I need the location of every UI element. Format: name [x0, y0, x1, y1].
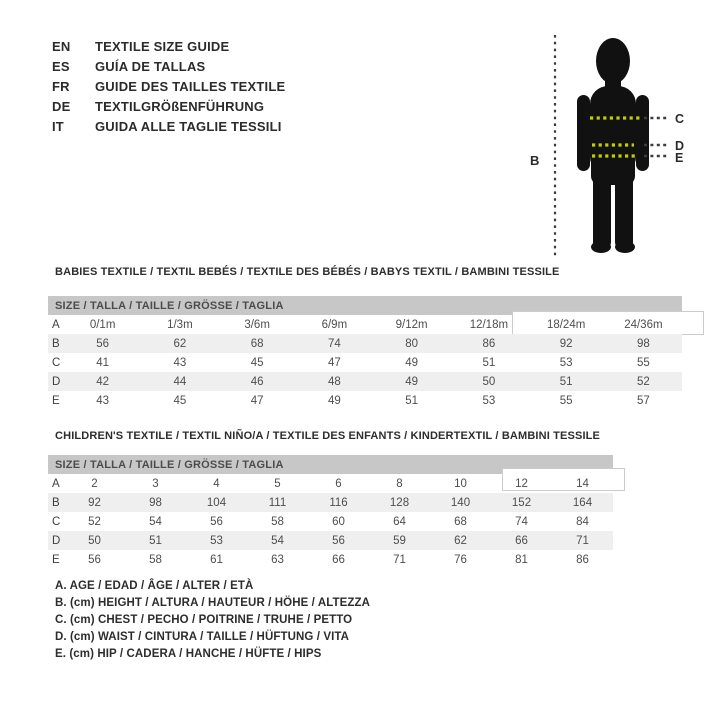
hip-label: E: [675, 151, 684, 165]
table-cell: 52: [88, 515, 101, 528]
table-cell: 10: [454, 477, 467, 490]
legend-line: A. AGE / EDAD / ÂGE / ALTER / ETÀ: [55, 580, 254, 592]
table-cell: 5: [274, 477, 281, 490]
language-code: ES: [52, 59, 70, 74]
table-cell: 164: [572, 496, 593, 509]
language-list: [52, 37, 285, 137]
language-title: GUÍA DE TALLAS: [95, 59, 206, 74]
table-cell: 61: [210, 553, 223, 566]
table-cell: 42: [96, 375, 110, 388]
table-cell: 53: [559, 356, 573, 369]
table-cell: 128: [389, 496, 410, 509]
table-cell: 76: [454, 553, 467, 566]
row-label: B: [52, 496, 60, 509]
children-section-title: CHILDREN'S TEXTILE / TEXTIL NIÑO/A / TEXTILE DES ENFANTS / KINDERTEXTIL / BAMBINI TESSILE: [55, 430, 601, 442]
table-cell: 48: [327, 375, 341, 388]
language-title: GUIDA ALLE TAGLIE TESSILI: [95, 119, 282, 134]
row-label: E: [52, 394, 60, 407]
table-cell: 152: [511, 496, 532, 509]
language-row: [52, 57, 285, 77]
table-row: [48, 372, 682, 391]
table-cell: 55: [559, 394, 573, 407]
table-cell: 47: [327, 356, 341, 369]
table-cell: 98: [149, 496, 162, 509]
table-cell: 43: [173, 356, 187, 369]
table-cell: 86: [576, 553, 589, 566]
table-cell: 43: [96, 394, 110, 407]
table-cell: 68: [250, 337, 264, 350]
table-cell: 45: [173, 394, 187, 407]
row-label: C: [52, 356, 61, 369]
legend-line: D. (cm) WAIST / CINTURA / TAILLE / HÜFTUNG / VITA: [55, 631, 350, 643]
language-row: [52, 97, 285, 117]
table-cell: 71: [576, 534, 589, 547]
table-cell: 6/9m: [321, 318, 348, 331]
table-cell: 44: [173, 375, 187, 388]
table-cell: 45: [250, 356, 264, 369]
legend-line: C. (cm) CHEST / PECHO / POITRINE / TRUHE / PETTO: [55, 614, 353, 626]
table-cell: 3: [152, 477, 159, 490]
row-label: A: [52, 477, 60, 490]
language-code: IT: [52, 119, 64, 134]
table-cell: 57: [636, 394, 650, 407]
table-cell: 66: [332, 553, 345, 566]
table-cell: 59: [393, 534, 406, 547]
table-header-label: SIZE / TALLA / TAILLE / GRÖSSE / TAGLIA: [55, 458, 284, 471]
table-cell: 18/24m: [546, 318, 586, 331]
table-cell: 55: [636, 356, 650, 369]
table-cell: 12/18m: [469, 318, 509, 331]
language-code: FR: [52, 79, 70, 94]
table-cell: 84: [576, 515, 589, 528]
table-cell: 4: [213, 477, 220, 490]
table-cell: 47: [250, 394, 264, 407]
row-label: D: [52, 375, 61, 388]
table-cell: 51: [405, 394, 419, 407]
table-cell: 74: [515, 515, 528, 528]
table-cell: 3/6m: [244, 318, 270, 331]
table-cell: 49: [327, 394, 341, 407]
table-cell: 68: [454, 515, 467, 528]
table-cell: 58: [149, 553, 162, 566]
table-cell: 92: [88, 496, 101, 509]
table-cell: 41: [96, 356, 110, 369]
table-row: [48, 474, 613, 493]
table-cell: 51: [559, 375, 573, 388]
table-cell: 80: [405, 337, 419, 350]
table-row: [48, 334, 682, 353]
table-cell: 24/36m: [624, 318, 663, 331]
babies-section-title: BABIES TEXTILE / TEXTIL BEBÉS / TEXTILE DES BÉBÉS / BABYS TEXTIL / BAMBINI TESSILE: [55, 266, 560, 278]
table-row: [48, 550, 613, 569]
table-row: [48, 531, 613, 550]
table-cell: 58: [271, 515, 284, 528]
table-cell: 98: [636, 337, 650, 350]
table-row: [48, 353, 682, 372]
row-label: E: [52, 553, 60, 566]
table-cell: 51: [149, 534, 162, 547]
table-row: [48, 315, 682, 334]
table-cell: 56: [210, 515, 223, 528]
table-cell: 62: [173, 337, 187, 350]
row-label: A: [52, 318, 60, 331]
table-cell: 12: [515, 477, 528, 490]
table-cell: 56: [332, 534, 345, 547]
chest-label: C: [675, 112, 685, 126]
table-cell: 6: [335, 477, 342, 490]
table-cell: 53: [210, 534, 223, 547]
table-cell: 104: [206, 496, 227, 509]
language-title: TEXTILE SIZE GUIDE: [95, 39, 230, 54]
row-label: B: [52, 337, 60, 350]
language-row: [52, 37, 285, 57]
table-cell: 74: [327, 337, 341, 350]
table-cell: 86: [482, 337, 496, 350]
table-cell: 64: [393, 515, 406, 528]
table-cell: 81: [515, 553, 528, 566]
table-cell: 92: [559, 337, 573, 350]
table-cell: 0/1m: [89, 318, 116, 331]
table-cell: 140: [450, 496, 471, 509]
language-code: EN: [52, 39, 71, 54]
waist-label: D: [675, 139, 685, 153]
table-cell: 50: [88, 534, 101, 547]
measurement-legend: [55, 578, 370, 663]
table-cell: 49: [405, 356, 419, 369]
table-cell: 53: [482, 394, 496, 407]
table-cell: 2: [91, 477, 98, 490]
table-cell: 52: [636, 375, 650, 388]
table-cell: 56: [88, 553, 101, 566]
table-cell: 63: [271, 553, 284, 566]
row-label: C: [52, 515, 61, 528]
table-row: [48, 391, 682, 410]
table-cell: 14: [576, 477, 589, 490]
table-cell: 50: [482, 375, 496, 388]
table-cell: 54: [149, 515, 162, 528]
table-cell: 46: [250, 375, 264, 388]
table-row: [48, 493, 613, 512]
language-row: [52, 117, 285, 137]
child-silhouette-figure: [520, 25, 705, 270]
language-row: [52, 77, 285, 97]
row-label: D: [52, 534, 61, 547]
table-cell: 9/12m: [395, 318, 428, 331]
table-cell: 56: [96, 337, 110, 350]
table-cell: 1/3m: [167, 318, 193, 331]
table-cell: 49: [405, 375, 419, 388]
legend-line: B. (cm) HEIGHT / ALTURA / HAUTEUR / HÖHE / ALTEZZA: [55, 597, 371, 609]
table-cell: 60: [332, 515, 345, 528]
table-cell: 116: [329, 496, 348, 509]
height-label: B: [530, 153, 540, 168]
table-cell: 54: [271, 534, 284, 547]
table-cell: 51: [482, 356, 496, 369]
table-cell: 8: [396, 477, 403, 490]
language-title: GUIDE DES TAILLES TEXTILE: [95, 79, 286, 94]
legend-line: E. (cm) HIP / CADERA / HANCHE / HÜFTE / HIPS: [55, 648, 322, 660]
table-row: [48, 512, 613, 531]
table-cell: 62: [454, 534, 467, 547]
table-cell: 71: [393, 553, 406, 566]
table-cell: 66: [515, 534, 528, 547]
table-cell: 111: [268, 496, 287, 509]
table-header-label: SIZE / TALLA / TAILLE / GRÖSSE / TAGLIA: [55, 299, 284, 312]
language-title: TEXTILGRÖßENFÜHRUNG: [95, 99, 265, 114]
language-code: DE: [52, 99, 71, 114]
